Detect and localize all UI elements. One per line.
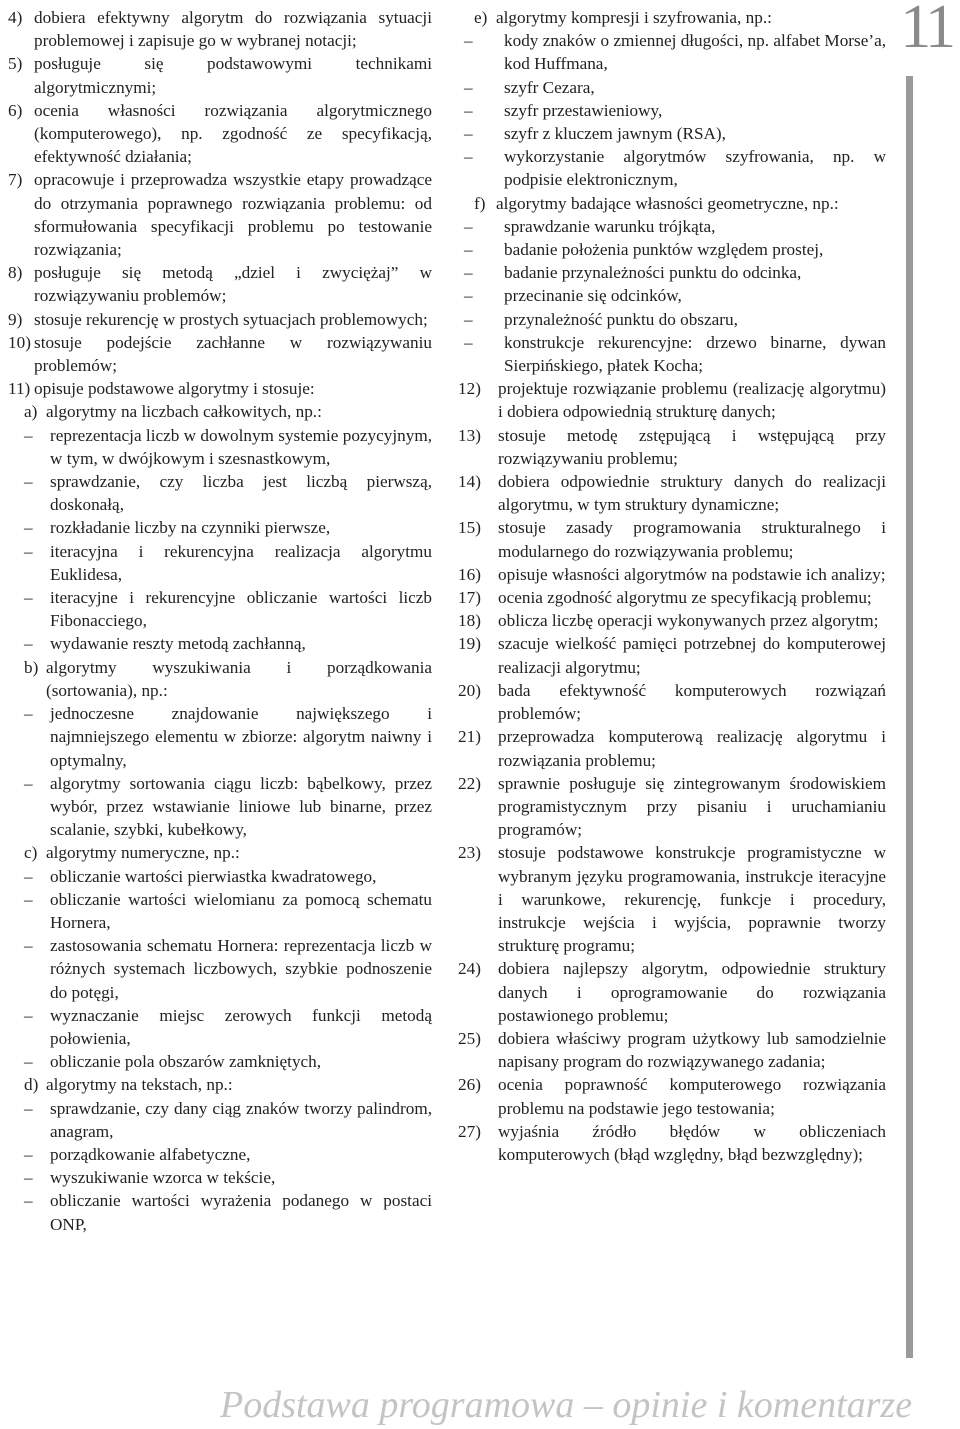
list-item (458, 772, 886, 842)
list-item (458, 609, 886, 632)
dash-item-text: wydawanie reszty metodą zachłanną, (50, 634, 306, 654)
dash-item (458, 261, 886, 284)
dash-item (8, 632, 432, 655)
item-number: 25) (458, 1028, 481, 1048)
dash-item-text: algorytmy sortowania ciągu liczb: bąbelkowy, przez wybór, przez wstawianie liniowe lub binarne, przez scalanie, szybki, kubełkowy, (50, 773, 432, 840)
item-number: 20) (458, 680, 481, 700)
dash-item-text: wykorzystanie algorytmów szyfrowania, np. w podpisie elektronicznym, (504, 147, 886, 190)
item-number: 23) (458, 843, 481, 863)
list-item (8, 168, 432, 261)
dash-item-text: iteracyjne i rekurencyjne obliczanie wartości liczb Fibonacciego, (50, 588, 432, 631)
dash-item (8, 470, 432, 516)
dash-item-text: obliczanie wartości wyrażenia podanego w postaci ONP, (50, 1191, 432, 1234)
item-number: 11) (8, 379, 31, 399)
chapter-number: 11 (900, 0, 952, 61)
dash-bullet-icon: – (24, 425, 33, 445)
item-text: wyjaśnia źródło błędów w obliczeniach komputerowych (błąd względny, błąd bezwzględny); (498, 1121, 886, 1164)
dash-bullet-icon: – (24, 704, 33, 724)
sub-item (458, 192, 886, 215)
sub-item (8, 1073, 432, 1096)
item-number: 8) (8, 263, 23, 283)
dash-item (458, 122, 886, 145)
dash-item-text: szyfr Cezara, (504, 77, 595, 97)
dash-item-text: konstrukcje rekurencyjne: drzewo binarne, dywan Sierpińskiego, płatek Kocha; (504, 332, 886, 376)
dash-item (8, 586, 432, 632)
dash-item (8, 540, 432, 586)
item-text: opisuje własności algorytmów na podstawie ich analizy; (498, 564, 886, 584)
dash-item-text: szyfr z kluczem jawnym (RSA), (504, 124, 726, 144)
list-item (458, 424, 886, 470)
dash-item (8, 1050, 432, 1073)
item-number: 6) (8, 100, 23, 120)
item-number: 21) (458, 727, 481, 747)
dash-item-text: obliczanie wartości wielomianu za pomocą schematu Hornera, (50, 889, 432, 932)
sub-item-letter: d) (24, 1075, 39, 1095)
list-item (458, 470, 886, 516)
dash-item (8, 1166, 432, 1189)
list-item (8, 99, 432, 169)
dash-bullet-icon: – (464, 31, 473, 51)
dash-item (8, 772, 432, 842)
item-text: dobiera właściwy program użytkowy lub samodzielnie napisany program do rozwiązywanego zadania; (498, 1028, 886, 1072)
dash-bullet-icon: – (464, 124, 473, 144)
list-item (458, 679, 886, 725)
item-text: szacuje wielkość pamięci potrzebnej do komputerowej realizacji algorytmu; (498, 634, 886, 677)
list-item (458, 957, 886, 1027)
dash-bullet-icon: – (464, 309, 473, 329)
dash-item-text: sprawdzanie warunku trójkąta, (504, 216, 716, 236)
dash-bullet-icon: – (24, 936, 33, 956)
item-number: 4) (8, 8, 23, 27)
dash-item-text: wyszukiwanie wzorca w tekście, (50, 1168, 276, 1188)
list-item (458, 632, 886, 678)
dash-item-text: reprezentacja liczb w dowolnym systemie pozycyjnym, w tym, w dwójkowym i szesnastkowym, (50, 425, 432, 468)
dash-item-text: zastosowania schematu Hornera: reprezentacja liczb w różnych systemach liczbowych, szybkie podnoszenie do potęgi, (50, 936, 432, 1002)
dash-item-text: wyznaczanie miejsc zerowych funkcji metodą połowienia, (50, 1005, 432, 1048)
dash-bullet-icon: – (24, 541, 33, 561)
dash-bullet-icon: – (464, 332, 473, 352)
dash-bullet-icon: – (464, 100, 473, 120)
sub-item-letter: b) (24, 657, 39, 677)
sub-item-letter: f) (474, 193, 486, 213)
dash-item-text: badanie przynależności punktu do odcinka, (504, 263, 802, 283)
list-item (458, 725, 886, 771)
item-text: posługuje się metodą „dziel i zwyciężaj” w rozwiązywaniu problemów; (34, 263, 432, 306)
item-text: ocenia poprawność komputerowego rozwiązania problemu na podstawie jego testowania; (498, 1075, 886, 1118)
item-number: 15) (458, 518, 481, 538)
dash-bullet-icon: – (24, 889, 33, 909)
left-column (8, 6, 432, 1236)
dash-bullet-icon: – (464, 77, 473, 97)
item-text: opracowuje i przeprowadza wszystkie etapy prowadzące do otrzymania poprawnego rozwiązania problemu: od sformułowania specyfikacji problemu po testowanie rozwiązania; (34, 170, 432, 260)
item-text: ocenia własności rozwiązania algorytmicznego (komputerowego), np. zgodność ze specyfikacją, efektywność działania; (34, 100, 432, 167)
sub-item-letter: c) (24, 843, 38, 863)
item-text: stosuje podejście zachłanne w rozwiązywaniu problemów; (34, 332, 432, 376)
sub-item-text: algorytmy na tekstach, np.: (46, 1075, 233, 1095)
item-number: 14) (458, 472, 481, 492)
dash-item (8, 1189, 432, 1235)
item-number: 24) (458, 959, 481, 979)
sub-item-letter: e) (474, 8, 488, 27)
dash-bullet-icon: – (24, 634, 33, 654)
footer-title: Podstawa programowa – opinie i komentarze (220, 1384, 913, 1426)
list-item (458, 563, 886, 586)
dash-item (8, 1143, 432, 1166)
list-item (458, 1120, 886, 1166)
dash-item-text: kody znaków o zmiennej długości, np. alfabet Morse’a, kod Huffmana, (504, 31, 886, 74)
dash-item-text: sprawdzanie, czy dany ciąg znaków tworzy palindrom, anagram, (50, 1098, 432, 1141)
list-item (8, 331, 432, 377)
list-item (458, 377, 886, 423)
item-text: dobiera najlepszy algorytm, odpowiednie struktury danych i oprogramowanie do rozwiązania postawionego problemu; (498, 959, 886, 1025)
dash-item-text: porządkowanie alfabetyczne, (50, 1144, 251, 1164)
item-number: 13) (458, 425, 481, 445)
list-item (8, 6, 432, 52)
dash-item-text: jednoczesne znajdowanie największego i najmniejszego elementu w zbiorze: algorytm naiwny i optymalny, (50, 704, 432, 770)
item-number: 22) (458, 773, 481, 793)
dash-item-text: badanie położenia punktów względem prostej, (504, 240, 824, 260)
right-column (458, 6, 886, 1166)
sidebar-bar (906, 76, 913, 1358)
dash-bullet-icon: – (24, 1168, 33, 1188)
item-text: opisuje podstawowe algorytmy i stosuje: (34, 379, 315, 399)
dash-item (458, 308, 886, 331)
item-text: stosuje zasady programowania strukturalnego i modularnego do rozwiązywania problemu; (498, 518, 886, 561)
list-item (8, 377, 432, 400)
item-number: 9) (8, 309, 23, 329)
sub-item-text: algorytmy badające własności geometryczne, np.: (496, 193, 839, 213)
item-text: ocenia zgodność algorytmu ze specyfikacją problemu; (498, 588, 872, 608)
dash-item-text: obliczanie wartości pierwiastka kwadratowego, (50, 866, 377, 886)
dash-item (8, 934, 432, 1004)
dash-item (458, 215, 886, 238)
dash-item-text: sprawdzanie, czy liczba jest liczbą pierwszą, doskonałą, (50, 472, 432, 515)
item-number: 5) (8, 54, 23, 74)
dash-item-text: iteracyjna i rekurencyjna realizacja algorytmu Euklidesa, (50, 541, 432, 584)
dash-bullet-icon: – (24, 1098, 33, 1118)
list-item (458, 841, 886, 957)
item-text: dobiera odpowiednie struktury danych do realizacji algorytmu, w tym struktury dynamiczne; (498, 472, 886, 515)
list-item (8, 52, 432, 98)
dash-item (8, 424, 432, 470)
item-text: przeprowadza komputerową realizację algorytmu i rozwiązania problemu; (498, 727, 886, 770)
dash-item (458, 284, 886, 307)
item-number: 17) (458, 588, 481, 608)
dash-bullet-icon: – (24, 866, 33, 886)
dash-bullet-icon: – (464, 286, 473, 306)
dash-bullet-icon: – (24, 472, 33, 492)
sub-item-text: algorytmy wyszukiwania i porządkowania (sortowania), np.: (46, 657, 432, 700)
list-item (458, 586, 886, 609)
dash-item-text: przynależność punktu do obszaru, (504, 309, 738, 329)
item-text: dobiera efektywny algorytm do rozwiązania sytuacji problemowej i zapisuje go w wybranej notacji; (34, 8, 432, 51)
item-text: posługuje się podstawowymi technikami algorytmicznymi; (34, 54, 432, 97)
item-number: 7) (8, 170, 23, 190)
item-number: 19) (458, 634, 481, 654)
list-item (458, 516, 886, 562)
dash-item-text: przecinanie się odcinków, (504, 286, 682, 306)
dash-bullet-icon: – (24, 1144, 33, 1164)
dash-item-text: rozkładanie liczby na czynniki pierwsze, (50, 518, 331, 538)
list-item (458, 1073, 886, 1119)
dash-item (8, 516, 432, 539)
dash-item (8, 1004, 432, 1050)
dash-item (8, 702, 432, 772)
dash-bullet-icon: – (464, 147, 473, 167)
dash-bullet-icon: – (24, 1005, 33, 1025)
item-number: 27) (458, 1121, 481, 1141)
dash-item (458, 76, 886, 99)
dash-bullet-icon: – (24, 588, 33, 608)
list-item (8, 308, 432, 331)
dash-bullet-icon: – (24, 1191, 33, 1211)
dash-item (458, 99, 886, 122)
dash-item (458, 145, 886, 191)
item-text: stosuje podstawowe konstrukcje programistyczne w wybranym języku programowania, instrukcje iteracyjne i warunkowe, rekurencję, funkcje i procedury, instrukcje wejścia i wyjścia, poprawnie tworzy strukturę programu; (498, 843, 886, 956)
item-number: 10) (8, 332, 31, 352)
item-text: stosuje metodę zstępującą i wstępującą przy rozwiązywaniu problemu; (498, 425, 886, 468)
dash-item-text: obliczanie pola obszarów zamkniętych, (50, 1052, 322, 1072)
item-number: 12) (458, 379, 481, 399)
sub-item-letter: a) (24, 402, 38, 422)
sub-item (458, 6, 886, 29)
sub-item (8, 400, 432, 423)
sub-item-text: algorytmy na liczbach całkowitych, np.: (46, 402, 322, 422)
dash-item (458, 238, 886, 261)
item-text: projektuje rozwiązanie problemu (realizację algorytmu) i dobiera odpowiednią strukturę danych; (498, 379, 886, 422)
dash-item (8, 1097, 432, 1143)
dash-bullet-icon: – (24, 518, 33, 538)
item-text: oblicza liczbę operacji wykonywanych przez algorytm; (498, 611, 879, 631)
item-text: sprawnie posługuje się zintegrowanym środowiskiem programistycznym przy pisaniu i uruchamianiu programów; (498, 773, 886, 840)
item-text: bada efektywność komputerowych rozwiązań problemów; (498, 680, 886, 724)
dash-bullet-icon: – (464, 240, 473, 260)
sub-item-text: algorytmy numeryczne, np.: (46, 843, 240, 863)
item-number: 18) (458, 611, 481, 631)
dash-item (8, 865, 432, 888)
dash-bullet-icon: – (24, 773, 33, 793)
list-item (8, 261, 432, 307)
item-number: 16) (458, 564, 481, 584)
sub-item-text: algorytmy kompresji i szyfrowania, np.: (496, 8, 772, 27)
item-number: 26) (458, 1075, 481, 1095)
dash-item (8, 888, 432, 934)
sub-item (8, 841, 432, 864)
dash-bullet-icon: – (464, 216, 473, 236)
dash-item-text: szyfr przestawieniowy, (504, 100, 663, 120)
dash-item (458, 29, 886, 75)
dash-item (458, 331, 886, 377)
list-item (458, 1027, 886, 1073)
sub-item (8, 656, 432, 702)
dash-bullet-icon: – (24, 1052, 33, 1072)
dash-bullet-icon: – (464, 263, 473, 283)
item-text: stosuje rekurencję w prostych sytuacjach problemowych; (34, 309, 428, 329)
